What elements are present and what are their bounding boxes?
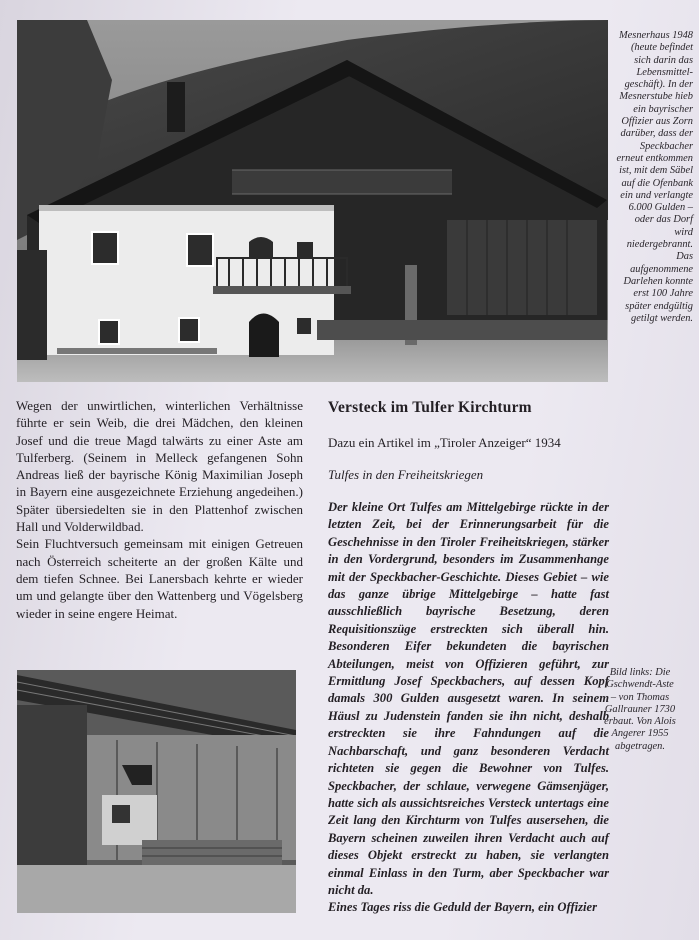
farmhouse-photo <box>17 20 608 382</box>
article-intro: Dazu ein Artikel im „Tiroler Anzeiger“ 1934 <box>328 435 561 450</box>
article-last-line: Eines Tages riss die Geduld der Bayern, ein Offizier <box>328 900 598 915</box>
article-subheading: Tulfes in den Freiheitskriegen <box>328 467 484 482</box>
barn-photo-icon <box>17 670 296 913</box>
paragraph: Sein Fluchtversuch gemeinsam mit einigen Getreuen nach Österreich scheiterte an der großen Kälte und dem tiefen Schnee. Bei Lanersbach kehrte er wieder um und gelangte über den Wattenberg und Vögelsberg wieder in seine engere Heimat. <box>16 536 303 621</box>
farmhouse-caption: Mesnerhaus 1948 (heute befindet sich darin das Lebensmittel-geschäft). In der Mesnerstube hieb ein bayrischer Offizier aus Zorn darüber, dass der Speckbacher erneut entkommen ist, mit dem Säbel auf die Ofenbank ein und verlangte 6.000 Gulden – oder das Dorf wird niedergebrannt. Das aufgenommene Darlehen konnte erst 100 Jahre später endgültig getilgt werden. <box>616 30 693 324</box>
farmhouse-photo-icon <box>17 20 608 382</box>
barn-photo <box>17 670 296 913</box>
left-column-text <box>16 397 303 622</box>
barn-caption: Bild links: Die Gschwendt-Aste – von Thomas Gallrauner 1730 erbaut. Von Alois Angerer 1955 abgetragen. <box>604 667 676 752</box>
article-column <box>328 399 609 917</box>
section-heading: Versteck im Tulfer Kirchturm <box>328 399 532 416</box>
article-body: Der kleine Ort Tulfes am Mittelgebirge rückte in der letzten Zeit, bei der Erinnerungsarbeit für die Geschehnisse in den Tiroler Freiheitskriegen, stärker in den Vordergrund, besonders im Zusammenhange mit der Speckbacher-Geschichte. Dieses Gebiet – wie das ganze übrige Mittelgebirge – hatte fast ausschließlich bayrische Besetzung, deren Requisitionszüge erstreckten sich überall hin. Besonderen Eifer bekundeten die bayrischen Abteilungen, meist von Offizieren geführt, zur Ermittlung Josef Speckbachers, auf dessen Kopf damals 300 Gulden ausgesetzt waren. In seinem Häusl zu Judenstein fanden sie ihn nicht, deshalb erstreckten sie ihre Fahndungen auf die Nachbarschaft, und ganz besonderen Verdacht richteten sie gegen die Bewohner von Tulfes. Speckbacher, der schlaue, verwegene Gämsenjäger, hatte sich als aussichtsreiches Versteck untertags eine Zeit lang den Kirchturm von Tulfes ausersehen, die Bayern scheinen zuweilen ihren Verdacht auch auf dieses Objekt erstreckt zu haben, sie verlangten einmal Einlass in den Turm, aber Speckbacher war nicht da. <box>328 500 609 897</box>
paragraph: Wegen der unwirtlichen, winterlichen Verhältnisse führte er sein Weib, die drei Mädchen, den kleinen Josef und die treue Magd talwärts zu einer Aste am Tulferberg. (Seinem in Melleck gefangenen Sohn Andreas ließ der bayrische König Maximilian Joseph in Bayern eine ausgezeichnete Erziehung angedeihen.) Später übersiedelten sie in den Plattenhof zwischen Hall und Volderwildbad. <box>16 398 303 535</box>
